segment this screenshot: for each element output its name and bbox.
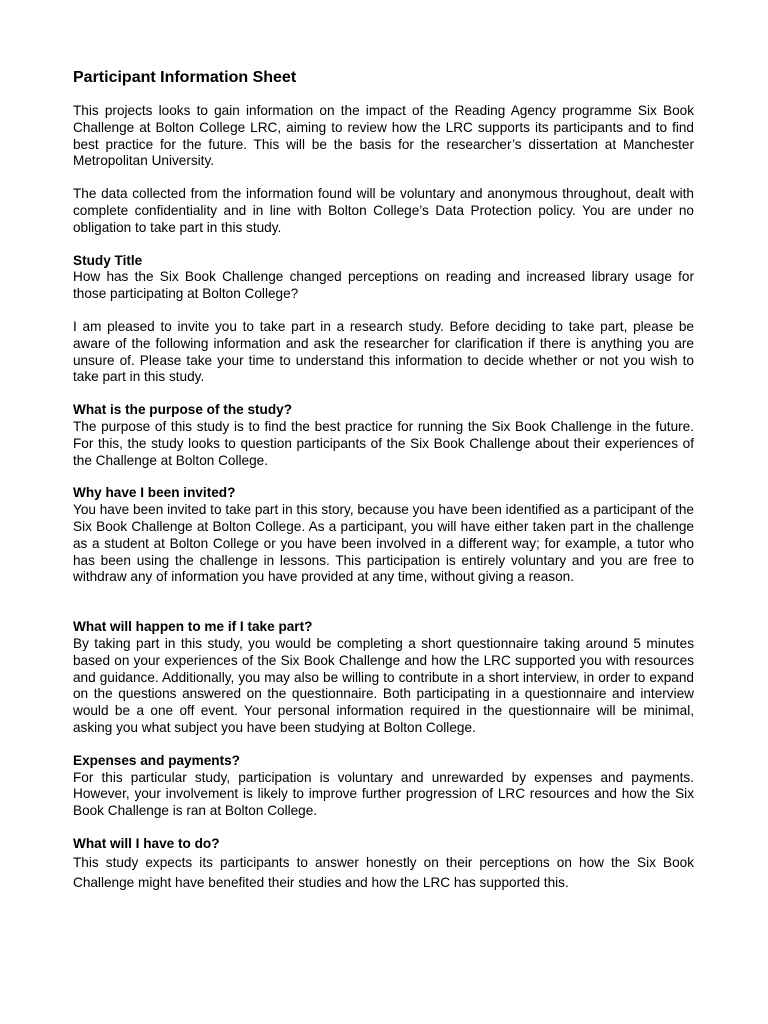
have-to-do-section [73, 836, 694, 893]
take-part-section [73, 619, 694, 737]
purpose-heading: What is the purpose of the study? [73, 402, 293, 418]
expenses-section [73, 753, 694, 820]
document-page [73, 68, 694, 909]
purpose-text: The purpose of this study is to find the best practice for running the Six Book Challenge in the future. For this, the study looks to question participants of the Six Book Challenge about their experiences of the Challenge at Bolton College. [73, 418, 694, 468]
have-to-do-heading: What will I have to do? [73, 835, 220, 851]
invited-section [73, 485, 694, 586]
invited-text: You have been invited to take part in this story, because you have been identified as a participant of the Six Book Challenge at Bolton College. As a participant, you will have either taken part in the challenge as a student at Bolton College or you have been involved in a different way; for example, a tutor who has been using the challenge in lessons. This participation is entirely voluntary and you are free to withdraw any of information you have provided at any time, without giving a reason. [73, 502, 694, 585]
expenses-heading: Expenses and payments? [73, 752, 240, 768]
intro-paragraph: This projects looks to gain information on the impact of the Reading Agency programme Six Book Challenge at Bolton College LRC, aiming to review how the LRC supports its participants and to find best practice for the future. This will be the basis for the researcher’s dissertation at Manchester Metropolitan University. [73, 103, 694, 169]
purpose-section [73, 402, 694, 469]
invited-heading: Why have I been invited? [73, 485, 236, 501]
have-to-do-text: This study expects its participants to answer honestly on their perceptions on how the Six Book Challenge might have benefited their studies and how the LRC has supported this. [73, 854, 694, 890]
study-title-section [73, 253, 694, 303]
page-title: Participant Information Sheet [73, 69, 297, 86]
data-protection-paragraph: The data collected from the information found will be voluntary and anonymous throughout, dealt with complete confidentiality and in line with Bolton College’s Data Protection policy. You are under no obligation to take part in this study. [73, 186, 694, 235]
study-title-heading: Study Title [73, 252, 143, 268]
take-part-text: By taking part in this study, you would be completing a short questionnaire taking around 5 minutes based on your experiences of the Six Book Challenge and how the LRC supported you with resources and guidance. Additionally, you may also be willing to contribute in a short interview, in order to expand on the questions answered on the questionnaire. Both participating in a questionnaire and interview would be a one off event. Your personal information required in the questionnaire will be minimal, asking you what subject you have been studying at Bolton College. [73, 635, 694, 735]
expenses-text: For this particular study, participation is voluntary and unrewarded by expenses and payments. However, your involvement is likely to improve further progression of LRC resources and how the Six Book Challenge is ran at Bolton College. [73, 769, 694, 819]
invitation-paragraph: I am pleased to invite you to take part in a research study. Before deciding to take part, please be aware of the following information and ask the researcher for clarification if there is anything you are unsure of. Please take your time to understand this information to decide whether or not you wish to take part in this study. [73, 318, 694, 385]
study-title-text: How has the Six Book Challenge changed perceptions on reading and increased library usage for those participating at Bolton College? [73, 269, 694, 302]
take-part-heading: What will happen to me if I take part? [73, 619, 313, 635]
